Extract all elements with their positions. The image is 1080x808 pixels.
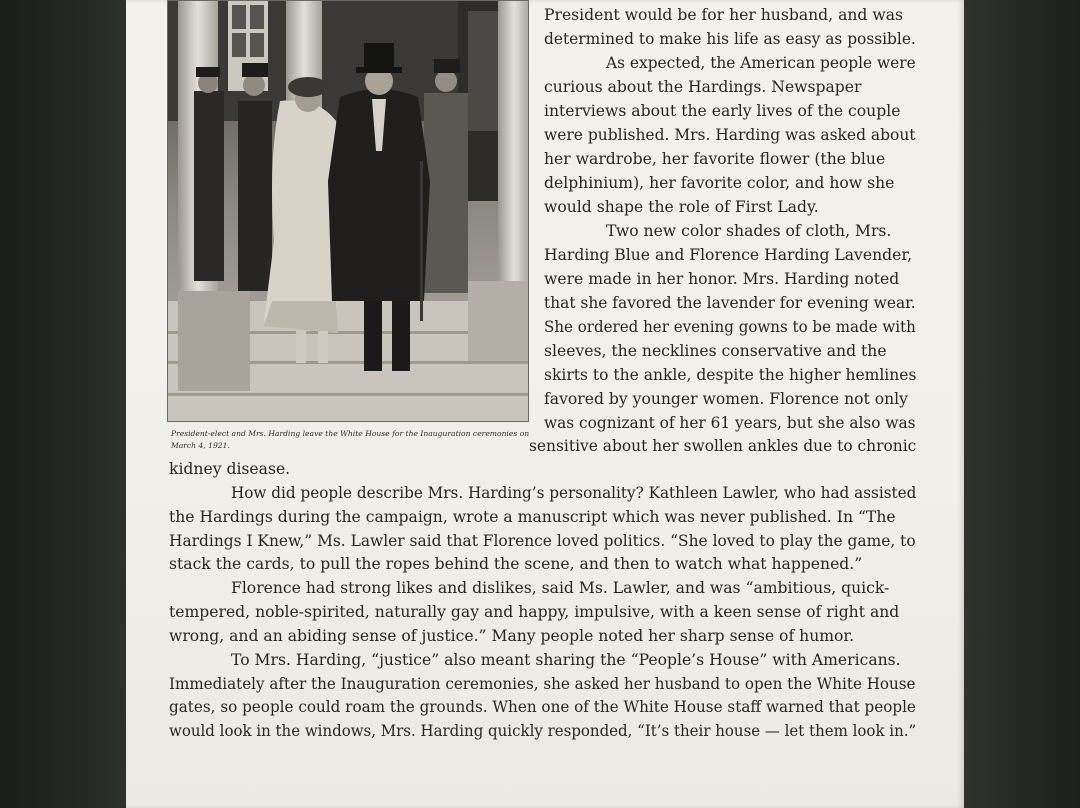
right-line: sensitive about her swollen ankles due to chronic [529,437,917,455]
wall-left [0,0,126,808]
right-line: sleeves, the necklines conservative and the [544,342,887,360]
photo-caption: President-elect and Mrs. Harding leave the White House for the Inauguration ceremonies on March 4, 1921. [171,429,530,450]
body-line: would look in the windows, Mrs. Harding quickly responded, “It’s their house — let them look in.” [169,722,917,740]
right-line: delphinium), her favorite color, and how she [544,174,895,192]
body-line: Florence had strong likes and dislikes, said Ms. Lawler, and was “ambitious, quick- [231,579,890,597]
right-line: her wardrobe, her favorite flower (the blue [544,150,886,168]
body-line: Hardings I Knew,” Ms. Lawler said that Florence loved politics. “She loved to play the game, to [169,532,916,550]
body-line: To Mrs. Harding, “justice” also meant sharing the “People’s House” with Americans. [231,651,901,669]
right-line: were published. Mrs. Harding was asked about [544,126,916,144]
right-line: was cognizant of her 61 years, but she also was [544,414,916,432]
right-line: skirts to the ankle, despite the higher hemlines [544,366,917,384]
right-line: determined to make his life as easy as possible. [544,30,916,48]
body-line: How did people describe Mrs. Harding’s personality? Kathleen Lawler, who had assisted [231,484,917,502]
right-line: Harding Blue and Florence Harding Lavender, [544,246,913,264]
wall-right [964,0,1080,808]
right-line: interviews about the early lives of the couple [544,102,901,120]
body-line: wrong, and an abiding sense of justice.” Many people noted her sharp sense of humor. [169,627,855,645]
right-line: As expected, the American people were [606,54,916,72]
body-line: Immediately after the Inauguration ceremonies, she asked her husband to open the White House [169,675,916,693]
body-line: tempered, noble-spirited, naturally gay and happy, impulsive, with a keen sense of right and [169,603,900,621]
right-line: curious about the Hardings. Newspaper [544,78,862,96]
body-line: the Hardings during the campaign, wrote a manuscript which was never published. In “The [169,508,896,526]
right-line: favored by younger women. Florence not only [544,390,908,408]
right-line: would shape the role of First Lady. [544,198,819,216]
exhibit-panel [126,0,964,808]
body-line: stack the cards, to pull the ropes behind the scene, and then to watch what happened.” [169,555,863,573]
body-line: gates, so people could roam the grounds. When one of the White House staff warned that people [169,698,916,716]
right-line: Two new color shades of cloth, Mrs. [606,222,892,240]
body-line: kidney disease. [169,460,291,478]
historic-photo [167,0,529,422]
right-line: She ordered her evening gowns to be made with [544,318,916,336]
right-line: were made in her honor. Mrs. Harding noted [544,270,900,288]
right-line: that she favored the lavender for evening wear. [544,294,916,312]
right-line: President would be for her husband, and was [544,6,903,24]
